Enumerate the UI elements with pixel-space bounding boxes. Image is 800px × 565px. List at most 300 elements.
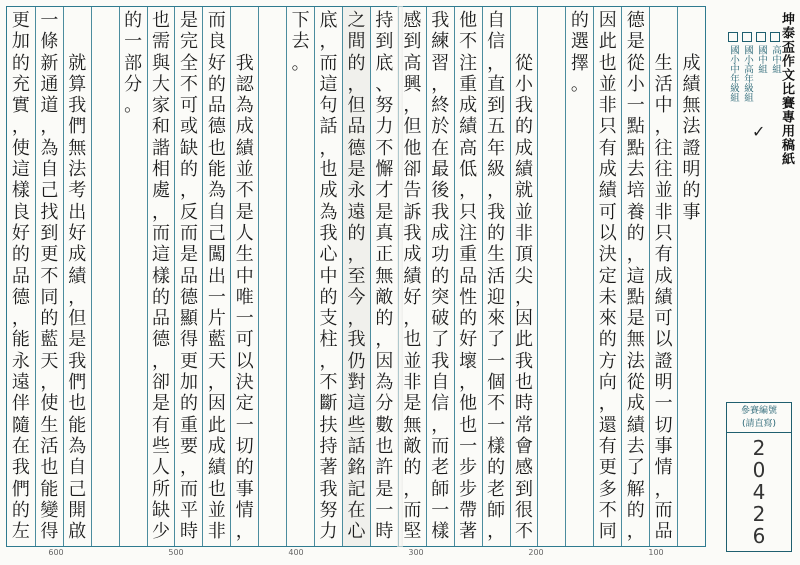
grid-cell xyxy=(681,415,703,436)
grid-cell: 至 xyxy=(347,265,366,287)
grid-cell xyxy=(541,116,563,137)
grid-cell xyxy=(569,287,591,308)
grid-cell: 在 xyxy=(347,499,366,521)
grid-cell: 己 xyxy=(207,222,226,244)
grid-cell: 處 xyxy=(152,180,171,202)
grid-cell: 活 xyxy=(487,265,506,287)
grid-cell xyxy=(94,266,116,287)
grid-column xyxy=(35,7,63,546)
grid-cell: 支 xyxy=(319,308,338,330)
grid-cell: 就 xyxy=(515,180,533,202)
grid-cell: 重 xyxy=(179,414,198,436)
grid-cell: 會 xyxy=(515,435,533,457)
grid-cell: 可 xyxy=(179,95,198,117)
grid-cell: 的 xyxy=(207,73,226,95)
grid-cell: 而 xyxy=(319,52,338,74)
grid-cell: 解 xyxy=(626,478,645,500)
grid-cell: 明 xyxy=(654,372,673,394)
grid-cell xyxy=(94,436,116,457)
grid-cell: 功 xyxy=(431,244,450,266)
grid-cell xyxy=(262,287,284,308)
grid-cell xyxy=(681,287,703,308)
grid-cell: 真 xyxy=(375,222,394,244)
grid-cell: 去 xyxy=(626,435,645,457)
grid-cell: 更 xyxy=(179,350,198,372)
grid-cell: 而 xyxy=(654,499,673,521)
grid-cell: ， xyxy=(459,372,478,394)
grid-cell: 事 xyxy=(235,478,254,500)
grid-cell xyxy=(122,351,144,372)
header-panel xyxy=(712,6,798,561)
grid-cell xyxy=(94,308,116,329)
grid-cell: 諧 xyxy=(152,137,171,159)
grid-cell: 為 xyxy=(68,435,87,457)
grid-cell: 證 xyxy=(654,350,673,372)
grid-column xyxy=(565,7,593,546)
grid-cell: ， xyxy=(403,308,422,330)
grid-cell: 我 xyxy=(515,95,533,117)
grid-cell: 左 xyxy=(11,521,30,543)
grid-cell: 而 xyxy=(152,222,171,244)
count-label: 600 xyxy=(48,548,64,557)
grid-cell: ， xyxy=(11,308,30,330)
grid-cell: 隨 xyxy=(11,414,30,436)
grid-cell: 缺 xyxy=(179,137,198,159)
group-option-elementary-middle[interactable]: 國小中年級組 xyxy=(726,32,740,102)
grid-cell xyxy=(541,31,563,52)
grid-cell: 並 xyxy=(515,201,533,223)
grid-column xyxy=(677,7,705,546)
grid-cell: 許 xyxy=(375,457,394,479)
grid-cell: 績 xyxy=(626,414,645,436)
grid-cell: 們 xyxy=(68,372,87,394)
grid-cell xyxy=(262,180,284,201)
checkbox-icon[interactable] xyxy=(756,32,766,42)
grid-cell xyxy=(681,479,703,500)
grid-cell xyxy=(94,521,116,542)
grid-cell xyxy=(541,372,563,393)
grid-cell: 全 xyxy=(179,52,198,74)
grid-cell: 記 xyxy=(347,478,366,500)
grid-cell: 五 xyxy=(487,116,506,138)
grid-cell: 所 xyxy=(152,478,171,500)
grid-cell: 績 xyxy=(459,116,478,138)
grid-cell: 好 xyxy=(68,222,87,244)
grid-cell: 注 xyxy=(459,52,478,74)
form-title: 坤泰盃作文比賽專用稿紙 xyxy=(779,12,794,166)
grid-cell xyxy=(122,244,144,265)
grid-cell: 們 xyxy=(11,478,30,500)
grid-cell: 到 xyxy=(487,95,506,117)
grid-cell: 而 xyxy=(431,435,450,457)
grid-column xyxy=(370,7,398,546)
grid-cell: 重 xyxy=(459,73,478,95)
grid-cell: 是 xyxy=(626,308,645,330)
grid-cell: ， xyxy=(152,350,171,372)
grid-cell xyxy=(122,202,144,223)
grid-cell: 自 xyxy=(68,457,87,479)
grid-cell: 的 xyxy=(319,286,338,308)
group-option-elementary-senior[interactable]: 國小高年級組 xyxy=(740,32,754,102)
grid-cell xyxy=(122,266,144,287)
grid-cell xyxy=(290,138,312,159)
grid-cell: 成 xyxy=(515,137,533,159)
grid-cell: ， xyxy=(179,457,198,479)
grid-cell: 多 xyxy=(598,478,617,500)
grid-cell xyxy=(290,244,312,265)
grid-cell: 我 xyxy=(431,201,450,223)
grid-cell: 有 xyxy=(654,244,673,266)
grid-cell: 事 xyxy=(682,201,701,223)
grid-cell xyxy=(290,159,312,180)
checkbox-icon[interactable] xyxy=(770,32,780,42)
reference-number-header xyxy=(727,403,791,433)
grid-cell: ， xyxy=(152,201,171,223)
grid-cell: 更 xyxy=(11,10,30,31)
grid-cell: 我 xyxy=(431,350,450,372)
grid-cell xyxy=(569,393,591,414)
grid-cell: 非 xyxy=(207,521,226,543)
grid-cell: 努 xyxy=(319,499,338,521)
grid-cell xyxy=(94,287,116,308)
grid-cell: 們 xyxy=(68,116,87,138)
grid-cell: 但 xyxy=(403,116,422,138)
grid-cell: 的 xyxy=(11,499,30,521)
grid-cell: 小 xyxy=(515,73,533,95)
grid-cell: 永 xyxy=(11,350,30,372)
grid-cell: 家 xyxy=(152,95,171,117)
grid-cell: 未 xyxy=(598,286,617,308)
grid-cell: 的 xyxy=(152,286,171,308)
checkbox-icon[interactable] xyxy=(728,32,738,42)
grid-cell: 高 xyxy=(459,137,478,159)
grid-cell: 擇 xyxy=(570,52,589,74)
grid-cell: 不 xyxy=(515,521,533,543)
grid-cell: 敵 xyxy=(375,286,394,308)
grid-cell: 開 xyxy=(68,499,87,521)
grid-cell: 一 xyxy=(124,31,143,53)
grid-cell: 師 xyxy=(487,499,506,521)
grid-cell xyxy=(681,521,703,542)
grid-cell: 充 xyxy=(11,73,30,95)
count-label: 100 xyxy=(648,548,664,557)
grid-cell: 的 xyxy=(487,457,506,479)
grid-cell xyxy=(681,266,703,287)
grid-cell: 法 xyxy=(68,159,87,181)
grid-cell: 成 xyxy=(626,393,645,415)
grid-cell: ， xyxy=(487,180,506,202)
grid-cell: ， xyxy=(515,286,533,308)
grid-cell: 和 xyxy=(152,116,171,138)
grid-cell: 突 xyxy=(431,286,450,308)
grid-cell xyxy=(513,10,535,31)
grid-column xyxy=(63,7,91,546)
reference-digit: 0 xyxy=(752,458,766,482)
grid-cell: 完 xyxy=(179,31,198,53)
grid-cell: 這 xyxy=(152,244,171,266)
grid-cell: 信 xyxy=(431,393,450,415)
grid-cell: 不 xyxy=(375,137,394,159)
grid-cell: 心 xyxy=(319,244,338,266)
grid-column xyxy=(119,7,147,546)
grid-cell: ， xyxy=(319,31,338,53)
reference-digit: 4 xyxy=(752,480,766,504)
grid-cell: 話 xyxy=(347,435,366,457)
grid-cell xyxy=(262,372,284,393)
grid-cell: 小 xyxy=(626,73,645,95)
grid-cell: 中 xyxy=(319,265,338,287)
grid-cell: 的 xyxy=(431,265,450,287)
grid-cell: 我 xyxy=(319,478,338,500)
grid-column xyxy=(7,7,35,546)
grid-column xyxy=(91,7,119,546)
grid-cell: 的 xyxy=(179,159,198,181)
grid-cell: 是 xyxy=(179,244,198,266)
grid-cell: 缺 xyxy=(152,499,171,521)
grid-cell: 少 xyxy=(152,521,171,543)
reference-number xyxy=(727,433,791,547)
grid-cell: 不 xyxy=(319,372,338,394)
grid-cell: 的 xyxy=(124,10,143,31)
grid-cell: 到 xyxy=(40,222,59,244)
grid-cell: 興 xyxy=(403,73,422,95)
grid-cell xyxy=(94,223,116,244)
grid-cell: 明 xyxy=(682,159,701,181)
grid-cell xyxy=(681,372,703,393)
grid-cell xyxy=(262,244,284,265)
grid-cell: 更 xyxy=(40,244,59,266)
grid-cell xyxy=(94,329,116,350)
count-label: 300 xyxy=(408,548,424,557)
checkmark-icon: ✓ xyxy=(752,122,766,141)
grid-cell: 而 xyxy=(179,222,198,244)
grid-cell: 是 xyxy=(375,478,394,500)
grid-cell: 天 xyxy=(40,350,59,372)
grid-cell: 能 xyxy=(207,159,226,181)
grid-cell xyxy=(541,521,563,542)
grid-cell: ， xyxy=(626,244,645,266)
grid-cell xyxy=(681,351,703,372)
grid-cell xyxy=(681,31,703,52)
grid-cell xyxy=(234,10,256,31)
grid-cell: 品 xyxy=(11,265,30,287)
grid-cell: 。 xyxy=(124,95,143,117)
grid-cell: 在 xyxy=(11,435,30,457)
grid-cell: 尖 xyxy=(515,265,533,287)
grid-cell: 大 xyxy=(152,73,171,95)
reference-sublabel: (請直寫) xyxy=(741,419,777,429)
grid-cell xyxy=(122,415,144,436)
grid-cell: 也 xyxy=(375,435,394,457)
grid-cell xyxy=(541,500,563,521)
grid-cell xyxy=(541,415,563,436)
grid-cell: 此 xyxy=(515,329,533,351)
grid-cell xyxy=(569,180,591,201)
grid-cell xyxy=(122,308,144,329)
grid-cell: 人 xyxy=(235,222,254,244)
grid-cell: 通 xyxy=(40,73,59,95)
grid-cell: 一 xyxy=(375,499,394,521)
grid-cell xyxy=(262,415,284,436)
grid-cell xyxy=(122,329,144,350)
grid-cell: 因 xyxy=(598,10,617,31)
grid-cell xyxy=(290,266,312,287)
checkbox-icon[interactable] xyxy=(742,32,752,42)
grid-cell: 而 xyxy=(179,478,198,500)
grid-cell xyxy=(681,500,703,521)
grid-cell: 闖 xyxy=(207,244,226,266)
grid-cell xyxy=(262,436,284,457)
grid-cell xyxy=(94,74,116,95)
grid-cell: 老 xyxy=(431,457,450,479)
grid-cell: 好 xyxy=(207,52,226,74)
grid-cell: 條 xyxy=(40,31,59,53)
grid-cell: 我 xyxy=(487,201,506,223)
grid-cell: 感 xyxy=(403,10,422,31)
grid-cell: 了 xyxy=(626,457,645,479)
grid-cell xyxy=(290,329,312,350)
reference-digit: 6 xyxy=(752,524,766,548)
grid-cell: 定 xyxy=(235,393,254,415)
grid-cell: 品 xyxy=(207,95,226,117)
grid-cell: 能 xyxy=(40,478,59,500)
grid-column xyxy=(482,7,510,546)
grid-cell: 成 xyxy=(207,435,226,457)
grid-cell: 這 xyxy=(11,159,30,181)
grid-cell: 永 xyxy=(347,180,366,202)
grid-cell: 一 xyxy=(654,393,673,415)
writing-grid xyxy=(6,6,706,547)
grid-cell: 平 xyxy=(179,499,198,521)
grid-cell xyxy=(541,329,563,350)
grid-cell xyxy=(122,159,144,180)
grid-cell xyxy=(122,372,144,393)
grid-cell: 迎 xyxy=(487,286,506,308)
grid-cell: 生 xyxy=(487,244,506,266)
grid-column xyxy=(314,7,342,546)
grid-cell: 無 xyxy=(68,137,87,159)
grid-cell: 好 xyxy=(459,329,478,351)
grid-cell: 低 xyxy=(459,159,478,181)
grid-cell: 樣 xyxy=(11,180,30,202)
grid-cell: 德 xyxy=(152,329,171,351)
grid-cell: 自 xyxy=(431,372,450,394)
grid-cell xyxy=(94,500,116,521)
grid-cell xyxy=(234,31,256,52)
grid-cell: 卻 xyxy=(152,372,171,394)
grid-cell: 、 xyxy=(375,73,394,95)
grid-cell xyxy=(569,436,591,457)
grid-cell: 正 xyxy=(375,244,394,266)
grid-cell: 我 xyxy=(515,350,533,372)
grid-cell: ， xyxy=(179,180,198,202)
grid-cell: 的 xyxy=(626,499,645,521)
grid-cell: 決 xyxy=(598,244,617,266)
grid-cell: 的 xyxy=(11,52,30,74)
grid-cell: 的 xyxy=(570,10,589,31)
grid-column xyxy=(174,7,202,546)
grid-cell: 同 xyxy=(40,286,59,308)
grid-cell: 老 xyxy=(487,478,506,500)
grid-cell: 來 xyxy=(598,308,617,330)
reference-number-box xyxy=(726,402,792,552)
grid-cell: 來 xyxy=(487,308,506,330)
grid-cell xyxy=(541,457,563,478)
grid-cell: 去 xyxy=(626,159,645,181)
grid-cell xyxy=(569,138,591,159)
grid-cell: 伴 xyxy=(11,393,30,415)
grid-cell: 間 xyxy=(347,31,366,53)
grid-cell xyxy=(94,351,116,372)
grid-cell: 不 xyxy=(179,73,198,95)
grid-cell xyxy=(290,500,312,521)
count-label: 500 xyxy=(168,548,184,557)
grid-cell xyxy=(569,329,591,350)
grid-cell: 常 xyxy=(515,414,533,436)
grid-cell xyxy=(122,138,144,159)
grid-cell: 認 xyxy=(235,73,254,95)
grid-cell xyxy=(122,180,144,201)
grid-cell: 後 xyxy=(431,180,450,202)
grid-cell: ， xyxy=(654,116,673,138)
grid-cell: 德 xyxy=(626,10,645,31)
grid-cell xyxy=(94,415,116,436)
grid-cell: 好 xyxy=(403,286,422,308)
grid-cell: 的 xyxy=(347,52,366,74)
grid-cell: 個 xyxy=(487,372,506,394)
grid-cell: 績 xyxy=(403,265,422,287)
grid-cell: 品 xyxy=(654,521,673,543)
grid-cell xyxy=(541,351,563,372)
grid-column xyxy=(258,7,286,546)
group-option-junior-high[interactable]: 國中組 xyxy=(754,32,768,74)
grid-cell: 也 xyxy=(403,329,422,351)
grid-cell: 的 xyxy=(179,393,198,415)
grid-cell: 成 xyxy=(68,244,87,266)
grid-cell xyxy=(94,31,116,52)
group-option-senior-high[interactable]: 高中組 xyxy=(768,32,782,74)
grid-cell: 。 xyxy=(570,73,589,95)
grid-cell: 證 xyxy=(682,137,701,159)
grid-cell: 也 xyxy=(319,159,338,181)
grid-cell xyxy=(569,479,591,500)
grid-cell: 我 xyxy=(319,222,338,244)
grid-cell: 一 xyxy=(626,95,645,117)
grid-cell: 直 xyxy=(487,73,506,95)
grid-cell xyxy=(513,31,535,52)
grid-cell: 績 xyxy=(68,265,87,287)
grid-cell: 銘 xyxy=(347,457,366,479)
grid-cell: 終 xyxy=(431,95,450,117)
grid-cell: 底 xyxy=(319,10,338,31)
reference-label: 參賽編號 xyxy=(740,406,777,416)
grid-cell xyxy=(94,10,116,31)
grid-column xyxy=(202,7,230,546)
grid-cell xyxy=(290,202,312,223)
grid-cell: 生 xyxy=(235,244,254,266)
grid-cell: 我 xyxy=(431,10,450,31)
grid-cell: 己 xyxy=(40,180,59,202)
grid-cell xyxy=(94,95,116,116)
grid-cell: ， xyxy=(347,244,366,266)
grid-cell: 可 xyxy=(598,201,617,223)
grid-cell: 或 xyxy=(179,116,198,138)
grid-cell: 的 xyxy=(626,222,645,244)
grid-cell xyxy=(541,10,563,31)
grid-cell: 柱 xyxy=(319,329,338,351)
grid-cell xyxy=(262,53,284,74)
grid-cell: 此 xyxy=(598,31,617,53)
